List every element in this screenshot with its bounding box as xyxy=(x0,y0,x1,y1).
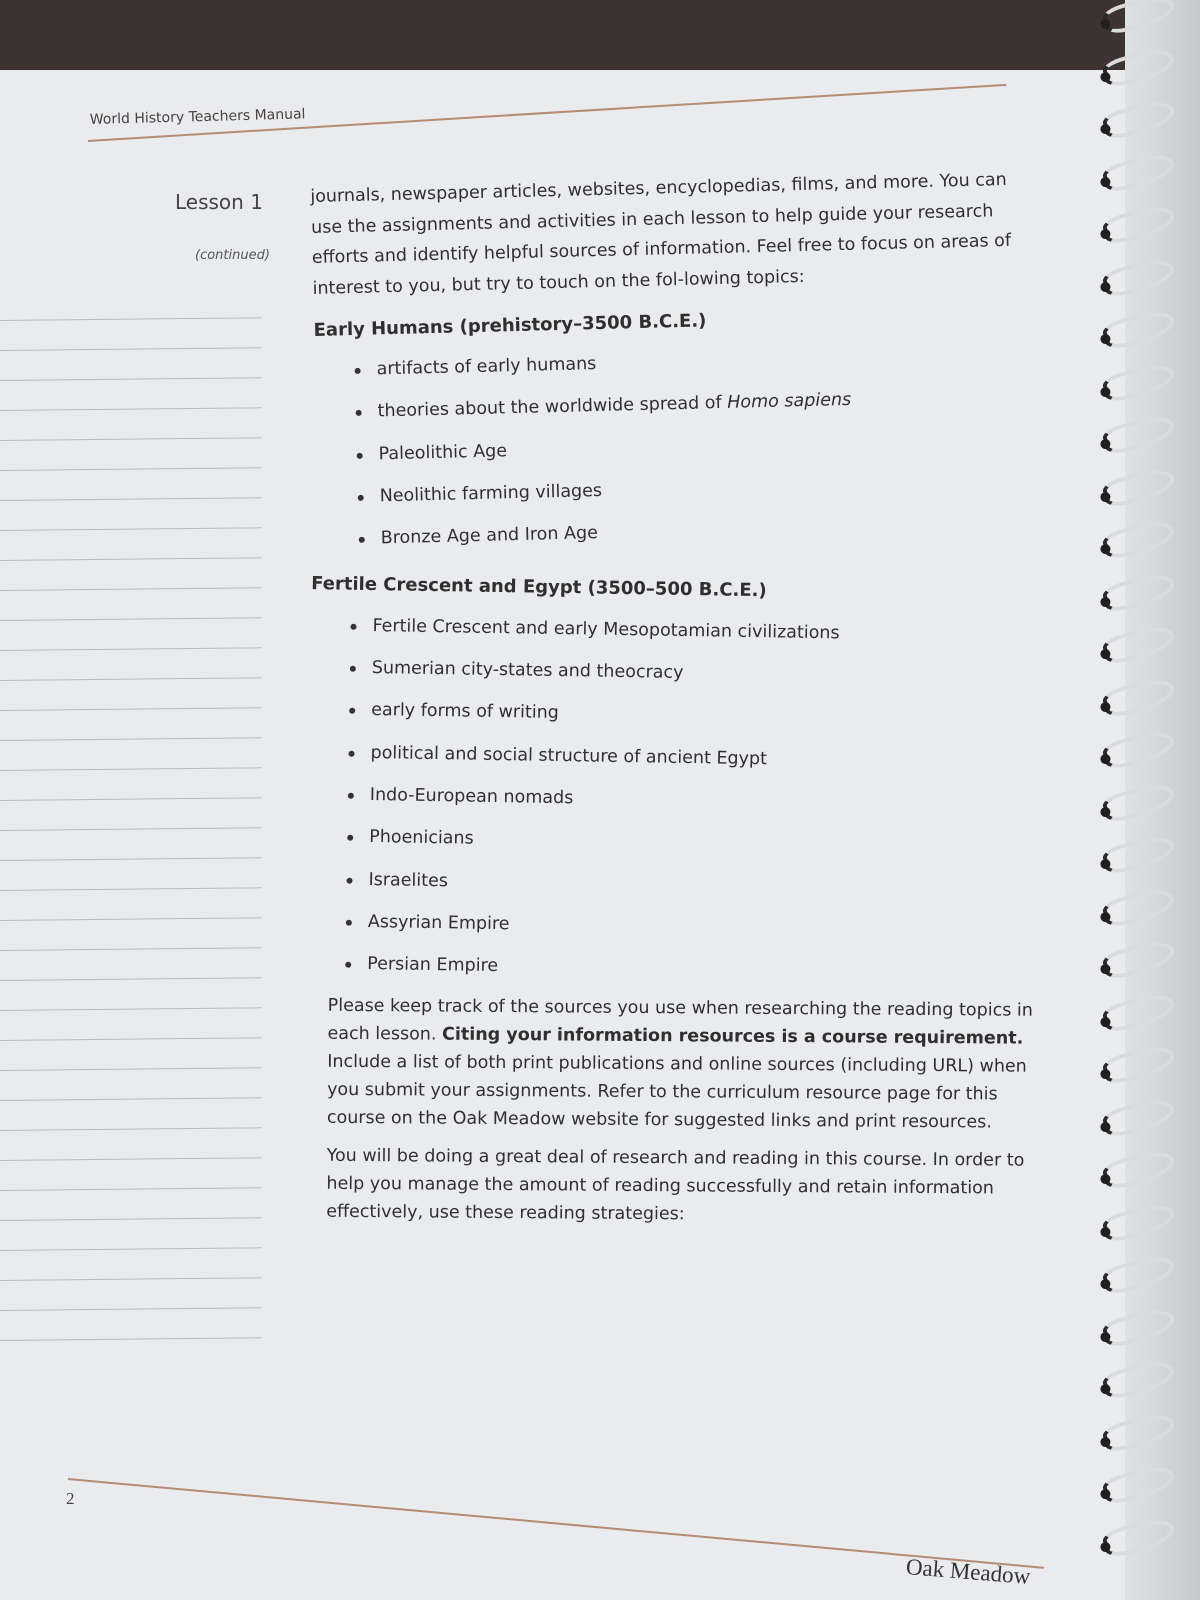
note-line xyxy=(0,317,262,321)
section-heading-early-humans: Early Humans (prehistory–3500 B.C.E.) xyxy=(313,309,707,341)
note-line xyxy=(0,947,262,951)
continued-label: (continued) xyxy=(195,248,270,263)
reading-paragraph: You will be doing a great deal of research and reading in this course. In order to help you manage the amount of reading successfully and retain information effectively, use these reading strategies: xyxy=(326,1146,1025,1225)
lesson-content xyxy=(310,164,1066,1236)
fertile-crescent-section xyxy=(305,568,1049,996)
footer-brand: Oak Meadow xyxy=(905,1554,1032,1589)
note-line xyxy=(0,707,262,711)
fertile-crescent-list xyxy=(305,603,1049,996)
note-line xyxy=(0,1097,262,1101)
note-line xyxy=(0,1217,262,1221)
sources-section xyxy=(326,992,1060,1231)
note-line xyxy=(0,827,262,831)
punch-hole xyxy=(1099,175,1111,187)
punch-hole xyxy=(1099,70,1111,82)
punch-hole xyxy=(1099,910,1111,922)
list-item: Neolithic farming villages xyxy=(357,459,1048,518)
list-item: Phoenicians xyxy=(347,816,1046,869)
list-item: Fertile Crescent and early Mesopotamian civilizations xyxy=(350,604,1049,657)
punch-hole xyxy=(1099,1540,1111,1552)
list-item: Indo-European nomads xyxy=(348,773,1047,826)
note-line xyxy=(0,1277,262,1281)
list-item: Sumerian city-states and theocracy xyxy=(350,646,1049,699)
list-item: Bronze Age and Iron Age xyxy=(358,501,1049,560)
punch-hole xyxy=(1099,490,1111,502)
note-line xyxy=(0,1307,262,1311)
punch-hole xyxy=(1099,700,1111,712)
note-line xyxy=(0,497,262,501)
list-item: Persian Empire xyxy=(345,943,1044,996)
note-line xyxy=(0,1127,262,1131)
punch-hole xyxy=(1099,1330,1111,1342)
lesson-label: Lesson 1 xyxy=(175,190,263,214)
punch-hole xyxy=(1099,1120,1111,1132)
punch-hole xyxy=(1099,1015,1111,1027)
note-line xyxy=(0,737,262,741)
note-line xyxy=(0,557,262,561)
note-line xyxy=(0,857,262,861)
list-item: Paleolithic Age xyxy=(356,417,1047,476)
note-line xyxy=(0,647,262,651)
note-line xyxy=(0,977,262,981)
note-line xyxy=(0,1037,262,1041)
notes-lines xyxy=(0,320,265,1350)
note-line xyxy=(0,467,262,471)
list-item-text: theories about the worldwide spread of Homo sapiens xyxy=(377,390,852,422)
note-line xyxy=(0,1187,262,1191)
sources-text-start: Please keep track of the sources you use when researching the reading topics in each lesson. xyxy=(327,996,1033,1045)
note-line xyxy=(0,1337,262,1341)
note-line xyxy=(0,377,262,381)
note-line xyxy=(0,1157,262,1161)
list-item: artifacts of early humans xyxy=(354,332,1045,391)
punch-hole xyxy=(1099,595,1111,607)
punch-hole xyxy=(1099,1435,1111,1447)
note-line xyxy=(0,1007,262,1011)
note-line xyxy=(0,587,262,591)
page-number: 2 xyxy=(66,1489,75,1508)
note-line xyxy=(0,347,262,351)
intro-paragraph: journals, newspaper articles, websites, encyclopedias, films, and more. You can use the assignments and activities in each lesson to help guide your research efforts and identify helpful sources of information. Feel free to focus on areas of interest to you, but try to touch on the fol-lowing topics: xyxy=(310,169,1012,299)
note-line xyxy=(0,527,262,531)
note-line xyxy=(0,1247,262,1251)
note-line xyxy=(0,437,262,441)
note-line xyxy=(0,917,262,921)
note-line xyxy=(0,1067,262,1071)
early-humans-list xyxy=(314,332,1049,561)
list-item: early forms of writing xyxy=(349,689,1048,742)
note-line xyxy=(0,767,262,771)
running-head: World History Teachers Manual xyxy=(89,106,306,128)
manual-page xyxy=(0,70,1125,1600)
sources-paragraph xyxy=(327,992,1060,1137)
list-item: political and social structure of ancient Egypt xyxy=(348,731,1047,784)
background-edge xyxy=(0,0,1200,70)
list-item: Assyrian Empire xyxy=(346,900,1045,953)
list-item: Israelites xyxy=(346,858,1045,911)
note-line xyxy=(0,887,262,891)
punch-hole xyxy=(1099,1225,1111,1237)
punch-hole xyxy=(1099,280,1111,292)
note-line xyxy=(0,407,262,411)
sources-requirement: Citing your information resources is a course requirement. xyxy=(441,1024,1024,1049)
note-line xyxy=(0,797,262,801)
punch-hole xyxy=(1099,385,1111,397)
footer-rule xyxy=(68,1478,1044,1569)
punch-hole xyxy=(1099,805,1111,817)
note-line xyxy=(0,677,262,681)
section-heading-fertile-crescent: Fertile Crescent and Egypt (3500–500 B.C.E.) xyxy=(311,572,767,601)
species-name: Homo sapiens xyxy=(726,390,852,414)
sources-text-end: Include a list of both print publications and online sources (including URL) when you submit your assignments. Refer to the curriculum resource page for this course on the Oak Meadow website for suggested links and print resources. xyxy=(326,1052,1027,1133)
note-line xyxy=(0,617,262,621)
